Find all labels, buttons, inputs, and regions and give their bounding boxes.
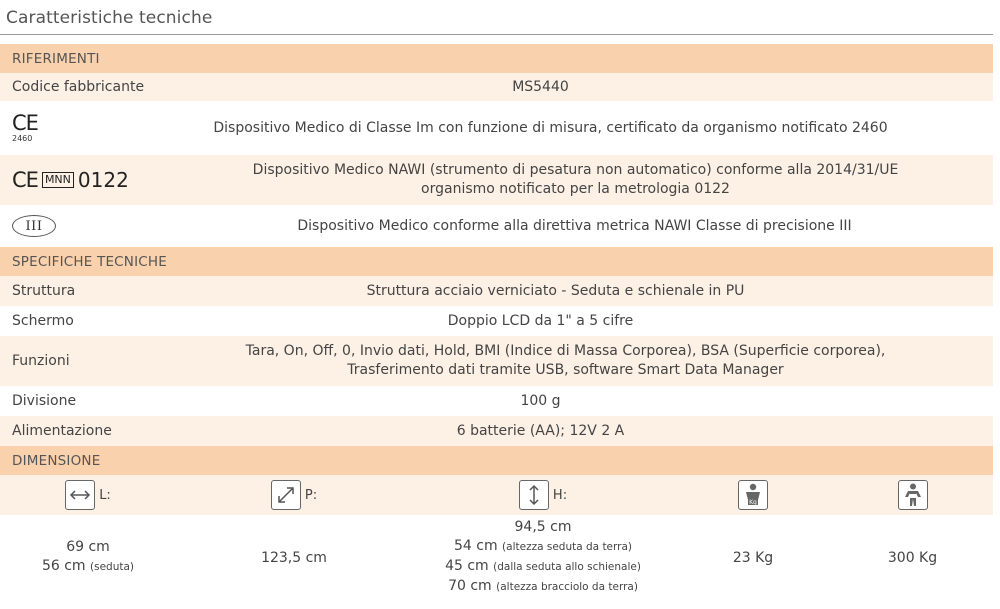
- table-row-struttura: [0, 276, 993, 306]
- dim-col-depth: [176, 475, 412, 515]
- nawi-mark-cell: [0, 168, 168, 192]
- width-arrow-icon: [65, 480, 95, 510]
- row-label: Struttura: [12, 283, 76, 299]
- height-arrow-icon: [519, 480, 549, 510]
- section-header-riferimenti: RIFERIMENTI: [0, 44, 993, 73]
- page-title: Caratteristiche tecniche: [6, 8, 213, 28]
- dimension-values-row: [0, 515, 993, 600]
- row-value: Dispositivo Medico conforme alla direttiva metrica NAWI Classe di precisione III: [297, 217, 852, 234]
- svg-text:Kg: Kg: [749, 499, 757, 506]
- dim-value-height: 94,5 cm 54 cm (altezza seduta da terra) 45 cm (dalla seduta allo schienale) 70 cm (altezza bracciolo da terra): [445, 519, 641, 594]
- dim-value-depth: 123,5 cm: [261, 549, 327, 566]
- row-value: 100 g: [520, 392, 561, 409]
- row-value: Tara, On, Off, 0, Invio dati, Hold, BMI (Indice di Massa Corporea), BSA (Superficie corporea), Trasferimento dati tramite USB, software Smart Data Manager: [245, 343, 886, 378]
- row-label: Schermo: [12, 313, 74, 329]
- table-row-schermo: [0, 306, 993, 336]
- row-value: Doppio LCD da 1" a 5 cifre: [447, 312, 634, 329]
- depth-arrow-icon: [271, 480, 301, 510]
- dim-label-l: L:: [99, 487, 111, 503]
- dim-col-height: [412, 475, 674, 515]
- ce-mark-icon: CE 2460: [12, 111, 38, 143]
- table-row-divisione: [0, 386, 993, 416]
- dim-col-max-load: [832, 475, 993, 515]
- dim-label-p: P:: [304, 487, 318, 503]
- row-value: Dispositivo Medico NAWI (strumento di pesatura non automatico) conforme alla 2014/31/UE organismo notificato per la metrologia 0122: [252, 162, 899, 197]
- table-row-class: [0, 205, 993, 247]
- dim-value-width: 69 cm 56 cm (seduta): [41, 539, 135, 574]
- ce-mark-cell: [0, 113, 168, 143]
- class-mark-cell: [0, 215, 168, 237]
- table-row-alimentazione: [0, 416, 993, 446]
- section-header-specifiche: SPECIFICHE TECNICHE: [0, 247, 993, 276]
- row-value: 6 batterie (AA); 12V 2 A: [456, 422, 625, 439]
- row-label: Divisione: [12, 393, 77, 409]
- dimension-icons-row: [0, 475, 993, 515]
- row-value: Struttura acciaio verniciato - Seduta e schienale in PU: [366, 282, 745, 299]
- row-label: Funzioni: [12, 353, 70, 369]
- weight-kg-icon: [738, 480, 768, 510]
- section-header-dimensione: DIMENSIONE: [0, 446, 993, 475]
- table-row-codice: [0, 73, 993, 101]
- title-divider: [0, 34, 993, 35]
- max-load-person-icon: [898, 480, 928, 510]
- dim-label-h: H:: [552, 487, 568, 503]
- row-value: Dispositivo Medico di Classe Im con funzione di misura, certificato da organismo notificato 2460: [213, 119, 888, 136]
- nawi-metrology-mark-icon: CE MNN 0122: [12, 168, 129, 192]
- row-label: Alimentazione: [12, 423, 112, 439]
- accuracy-class-iii-icon: III: [12, 215, 56, 237]
- row-value: MS5440: [512, 78, 569, 95]
- row-label: Codice fabbricante: [12, 79, 145, 95]
- dim-col-width: [0, 475, 176, 515]
- table-row-funzioni: [0, 336, 993, 386]
- dim-value-max-load: 300 Kg: [887, 549, 938, 566]
- dim-col-weight: [674, 475, 832, 515]
- specs-table: [0, 44, 993, 600]
- table-row-ce-mark: [0, 101, 993, 155]
- table-row-nawi: [0, 155, 993, 205]
- dim-value-weight: 23 Kg: [732, 549, 774, 566]
